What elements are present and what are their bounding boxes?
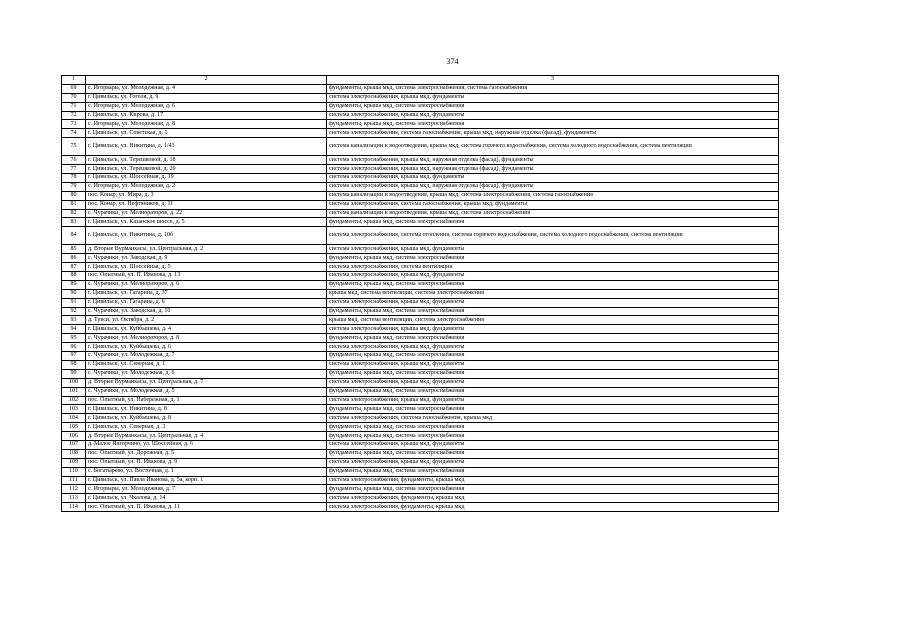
row-number-cell: 74	[62, 129, 86, 138]
table-row	[62, 111, 779, 120]
table-row	[62, 129, 779, 138]
address-cell: с. Игорвары, ул. Молодежная, д. 6	[86, 102, 327, 111]
table-row	[62, 227, 779, 245]
address-cell: пос. Опытный, ул. Дорожная, д. 5	[86, 449, 327, 458]
table-row	[62, 289, 779, 298]
address-cell: пос. Конар, ул. Мира, д. 3	[86, 191, 327, 200]
page-number: 374	[446, 57, 459, 66]
row-number-cell: 98	[62, 360, 86, 369]
table-row	[62, 316, 779, 325]
address-cell: пос. Опытный, ул. П. Иванова, д. 9	[86, 458, 327, 467]
work-types-cell: система электроснабжения, фундаменты, крыша мкд	[327, 476, 779, 485]
table-row	[62, 387, 779, 396]
row-number-cell: 89	[62, 280, 86, 289]
table-row	[62, 476, 779, 485]
address-cell: с. Игорвары, ул. Молодежная, д. 4	[86, 84, 327, 93]
row-number-cell: 109	[62, 458, 86, 467]
work-types-cell: система электроснабжения, крыша мкд, фундаменты	[327, 174, 779, 183]
row-number-cell: 71	[62, 102, 86, 111]
address-cell: пос. Опытный, ул. П. Иванова, д. 13	[86, 272, 327, 281]
work-types-cell: система электроснабжения, система газоснабжения, крыша мкд, наружная отделка (фасад), фундаменты	[327, 129, 779, 138]
address-cell: с. Игорвары, ул. Молодежная, д. 7	[86, 485, 327, 494]
table-row	[62, 245, 779, 254]
table-row	[62, 191, 779, 200]
table-row	[62, 485, 779, 494]
row-number-cell: 90	[62, 289, 86, 298]
row-number-cell: 114	[62, 503, 86, 512]
row-number-cell: 99	[62, 369, 86, 378]
row-number-cell: 86	[62, 254, 86, 263]
row-number-cell: 73	[62, 120, 86, 129]
work-types-cell: система электроснабжения, система вентиляции	[327, 263, 779, 272]
address-cell: с. Чурачики, ул. Заводская, д. 10	[86, 307, 327, 316]
table-row	[62, 280, 779, 289]
work-types-cell: фундаменты, крыша мкд, система электроснабжения	[327, 432, 779, 441]
table-row	[62, 254, 779, 263]
row-number-cell: 108	[62, 449, 86, 458]
work-types-cell: система электроснабжения, крыша мкд, фундаменты	[327, 360, 779, 369]
address-cell: д. Вторые Вурманкасы, ул. Центральная, д. 7	[86, 378, 327, 387]
table-row	[62, 93, 779, 102]
work-types-cell: система электроснабжения, крыша мкд, фундаменты	[327, 93, 779, 102]
table-row	[62, 494, 779, 503]
address-cell: г. Цивильск, ул. Северная, д. 1	[86, 360, 327, 369]
row-number-cell: 85	[62, 245, 86, 254]
row-number-cell: 84	[62, 227, 86, 245]
table-row	[62, 467, 779, 476]
address-cell: г. Цивильск, ул. Советская, д. 1	[86, 129, 327, 138]
row-number-cell: 82	[62, 209, 86, 218]
table-row	[62, 120, 779, 129]
row-number-cell: 107	[62, 440, 86, 449]
table-row	[62, 423, 779, 432]
table-row	[62, 218, 779, 227]
work-types-cell: система электроснабжения, крыша мкд, наружная отделка (фасад), фундаменты	[327, 156, 779, 165]
table-row	[62, 503, 779, 512]
work-types-cell: система электроснабжения, крыша мкд, фундаменты	[327, 378, 779, 387]
row-number-cell: 92	[62, 307, 86, 316]
work-types-cell: система электроснабжения, система отопления, система горячего водоснабжения, система холодного водоснабжения, система вентиляции	[327, 227, 779, 245]
address-cell: с. Игорвары, ул. Молодежная, д. 2	[86, 182, 327, 191]
row-number-cell: 75	[62, 138, 86, 156]
work-types-cell: система электроснабжения, фундаменты, крыша мкд	[327, 503, 779, 512]
work-types-cell: фундаменты, крыша мкд, система электроснабжения	[327, 352, 779, 361]
address-cell: г. Цивильск, ул. Терешковой, д. 20	[86, 165, 327, 174]
address-cell: г. Цивильск, ул. Шоссейная, д. 5	[86, 263, 327, 272]
row-number-cell: 104	[62, 414, 86, 423]
address-cell: с. Чурачики, ул. Мелиораторов, д. 8	[86, 334, 327, 343]
work-types-cell: система электроснабжения, крыша мкд, фундаменты	[327, 396, 779, 405]
table-row	[62, 307, 779, 316]
address-cell: пос. Конар, ул. Нефтяников, д. 11	[86, 200, 327, 209]
work-types-cell: система электроснабжения, крыша мкд, фундаменты	[327, 325, 779, 334]
work-types-cell: система электроснабжения, крыша мкд, фундаменты	[327, 272, 779, 281]
work-types-cell: система электроснабжения, крыша мкд, фундаменты	[327, 245, 779, 254]
work-types-cell: крыша мкд, система вентиляции, система электроснабжения	[327, 289, 779, 298]
row-number-cell: 77	[62, 165, 86, 174]
table-row	[62, 138, 779, 156]
row-number-cell: 101	[62, 387, 86, 396]
address-cell: с. Чурачики, ул. Мелиораторов, д. 22	[86, 209, 327, 218]
address-cell: д. Вторые Вурманкасы, ул. Центральная, д. 2	[86, 245, 327, 254]
table-row	[62, 369, 779, 378]
address-cell: с. Богатырево, ул. Восточная, д. 1	[86, 467, 327, 476]
row-number-cell: 95	[62, 334, 86, 343]
table-row	[62, 84, 779, 93]
row-number-cell: 102	[62, 396, 86, 405]
header-col-2: 2	[86, 76, 327, 85]
work-types-cell: фундаменты, крыша мкд, система электроснабжения	[327, 405, 779, 414]
table-row	[62, 360, 779, 369]
table-row	[62, 272, 779, 281]
row-number-cell: 110	[62, 467, 86, 476]
row-number-cell: 113	[62, 494, 86, 503]
table-row	[62, 414, 779, 423]
work-types-cell: фундаменты, крыша мкд, система электроснабжения	[327, 449, 779, 458]
address-cell: г. Цивильск, ул. Гагарина, д. 6	[86, 298, 327, 307]
table-row	[62, 396, 779, 405]
address-cell: с. Чурачики, ул. Молодежная, д. 5	[86, 387, 327, 396]
address-cell: д. Малое Янгорчино, ул. Шоссейная, д. 6	[86, 440, 327, 449]
address-cell: пос. Опытный, ул. Набережная, д. 1	[86, 396, 327, 405]
table-row	[62, 156, 779, 165]
address-cell: г. Цивильск, ул. Кирова, д. 17	[86, 111, 327, 120]
housing-repair-table	[61, 75, 779, 512]
table-body	[62, 76, 779, 512]
row-number-cell: 106	[62, 432, 86, 441]
table-header-row	[62, 76, 779, 85]
work-types-cell: система электроснабжения, крыша мкд, фундаменты	[327, 298, 779, 307]
table-row	[62, 449, 779, 458]
work-types-cell: система электроснабжения, крыша мкд, фундаменты	[327, 458, 779, 467]
address-cell: г. Цивильск, ул. Никитина, д. 10б	[86, 227, 327, 245]
address-cell: г. Цивильск, ул. Никитина, д. 8	[86, 405, 327, 414]
work-types-cell: система электроснабжения, фундаменты, крыша мкд	[327, 494, 779, 503]
work-types-cell: фундаменты, крыша мкд, система электроснабжения	[327, 369, 779, 378]
work-types-cell: фундаменты, крыша мкд, система электроснабжения	[327, 423, 779, 432]
table-row	[62, 102, 779, 111]
work-types-cell: система электроснабжения, крыша мкд, фундаменты	[327, 343, 779, 352]
row-number-cell: 100	[62, 378, 86, 387]
work-types-cell: система электроснабжения, система газоснабжения, крыша мкд	[327, 414, 779, 423]
address-cell: д. Вторые Вурманкасы, ул. Центральная, д. 4	[86, 432, 327, 441]
table-row	[62, 200, 779, 209]
work-types-cell: фундаменты, крыша мкд, система электроснабжения	[327, 485, 779, 494]
work-types-cell: фундаменты, крыша мкд, система электроснабжения	[327, 280, 779, 289]
work-types-cell: фундаменты, крыша мкд, система электроснабжения	[327, 102, 779, 111]
address-cell: с. Чурачики, ул. Мелиораторов, д. 6	[86, 280, 327, 289]
row-number-cell: 87	[62, 263, 86, 272]
work-types-cell: система электроснабжения, крыша мкд, фундаменты	[327, 440, 779, 449]
work-types-cell: фундаменты, крыша мкд, система электроснабжения	[327, 254, 779, 263]
address-cell: с. Чурачики, ул. Молодежная, д. 6	[86, 369, 327, 378]
row-number-cell: 111	[62, 476, 86, 485]
row-number-cell: 79	[62, 182, 86, 191]
work-types-cell: система канализации и водоотведения, крыша мкд, система горячего водоснабжения, система холодного водоснабжения, система вентиляции	[327, 138, 779, 156]
row-number-cell: 88	[62, 272, 86, 281]
address-cell: г. Цивильск, ул. Никитина, д. 1/43	[86, 138, 327, 156]
row-number-cell: 105	[62, 423, 86, 432]
row-number-cell: 76	[62, 156, 86, 165]
row-number-cell: 70	[62, 93, 86, 102]
address-cell: г. Цивильск, ул. Терешковой, д. 18	[86, 156, 327, 165]
work-types-cell: крыша мкд, система вентиляции, система электроснабжения	[327, 316, 779, 325]
table-row	[62, 334, 779, 343]
address-cell: г. Цивильск, ул. Куйбышева, д. 4	[86, 325, 327, 334]
work-types-cell: система электроснабжения, крыша мкд, наружная отделка (фасад), фундаменты	[327, 182, 779, 191]
work-types-cell: фундаменты, крыша мкд, система электроснабжения	[327, 387, 779, 396]
work-types-cell: система электроснабжения, крыша мкд, фундаменты	[327, 111, 779, 120]
row-number-cell: 69	[62, 84, 86, 93]
row-number-cell: 97	[62, 352, 86, 361]
header-col-3: 3	[327, 76, 779, 85]
table-row	[62, 458, 779, 467]
work-types-cell: система канализации и водоотведения, крыша мкд, система электроснабжения, система газоснабжения	[327, 191, 779, 200]
work-types-cell: фундаменты, крыша мкд, система электроснабжения	[327, 307, 779, 316]
work-types-cell: система электроснабжения, система газоснабжения, крыша мкд, фундаменты	[327, 200, 779, 209]
row-number-cell: 94	[62, 325, 86, 334]
header-col-1: 1	[62, 76, 86, 85]
table-row	[62, 263, 779, 272]
table-row	[62, 182, 779, 191]
table-row	[62, 405, 779, 414]
table-row	[62, 432, 779, 441]
work-types-cell: фундаменты, крыша мкд, система электроснабжения	[327, 334, 779, 343]
address-cell: с. Чурачики, ул. Заводская, д. 9	[86, 254, 327, 263]
row-number-cell: 93	[62, 316, 86, 325]
table-row	[62, 352, 779, 361]
table-row	[62, 378, 779, 387]
address-cell: г. Цивильск, ул. Гоголя, д. 9	[86, 93, 327, 102]
address-cell: г. Цивильск, ул. Шоссейная, д. 19	[86, 174, 327, 183]
row-number-cell: 83	[62, 218, 86, 227]
table-row	[62, 325, 779, 334]
row-number-cell: 112	[62, 485, 86, 494]
work-types-cell: фундаменты, крыша мкд, система электроснабжения	[327, 218, 779, 227]
address-cell: с. Чурачики, ул. Молодежная, д. 7	[86, 352, 327, 361]
address-cell: г. Цивильск, ул. Северная, д. 3	[86, 423, 327, 432]
address-cell: пос. Опытный, ул. П. Иванова, д. 11	[86, 503, 327, 512]
address-cell: г. Цивильск, ул. Гагарина, д. 37	[86, 289, 327, 298]
address-cell: г. Цивильск, ул. Куйбышева, д. 8	[86, 414, 327, 423]
row-number-cell: 80	[62, 191, 86, 200]
address-cell: г. Цивильск, ул. Чкалова, д. 14	[86, 494, 327, 503]
row-number-cell: 96	[62, 343, 86, 352]
address-cell: с. Игорвары, ул. Молодежная, д. 8	[86, 120, 327, 129]
table-row	[62, 165, 779, 174]
address-cell: д. Тувси, ул. Октября, д. 2	[86, 316, 327, 325]
work-types-cell: фундаменты, крыша мкд, система электроснабжения	[327, 120, 779, 129]
address-cell: г. Цивильск, ул. Павла Иванова, д. 5а, корп. 1	[86, 476, 327, 485]
row-number-cell: 103	[62, 405, 86, 414]
table-row	[62, 343, 779, 352]
table-row	[62, 174, 779, 183]
work-types-cell: система электроснабжения, крыша мкд, наружная отделка (фасад), фундаменты	[327, 165, 779, 174]
row-number-cell: 72	[62, 111, 86, 120]
table-row	[62, 298, 779, 307]
work-types-cell: система канализации и водоотведения, крыша мкд, система электроснабжения	[327, 209, 779, 218]
row-number-cell: 78	[62, 174, 86, 183]
row-number-cell: 91	[62, 298, 86, 307]
row-number-cell: 81	[62, 200, 86, 209]
address-cell: г. Цивильск, ул. Куйбышева, д. 6	[86, 343, 327, 352]
table-row	[62, 440, 779, 449]
address-cell: г. Цивильск, ул. Казанское шоссе, д. 5	[86, 218, 327, 227]
table-row	[62, 209, 779, 218]
work-types-cell: фундаменты, крыша мкд, система электроснабжения, система газоснабжения	[327, 84, 779, 93]
work-types-cell: фундаменты, крыша мкд, система электроснабжения	[327, 467, 779, 476]
